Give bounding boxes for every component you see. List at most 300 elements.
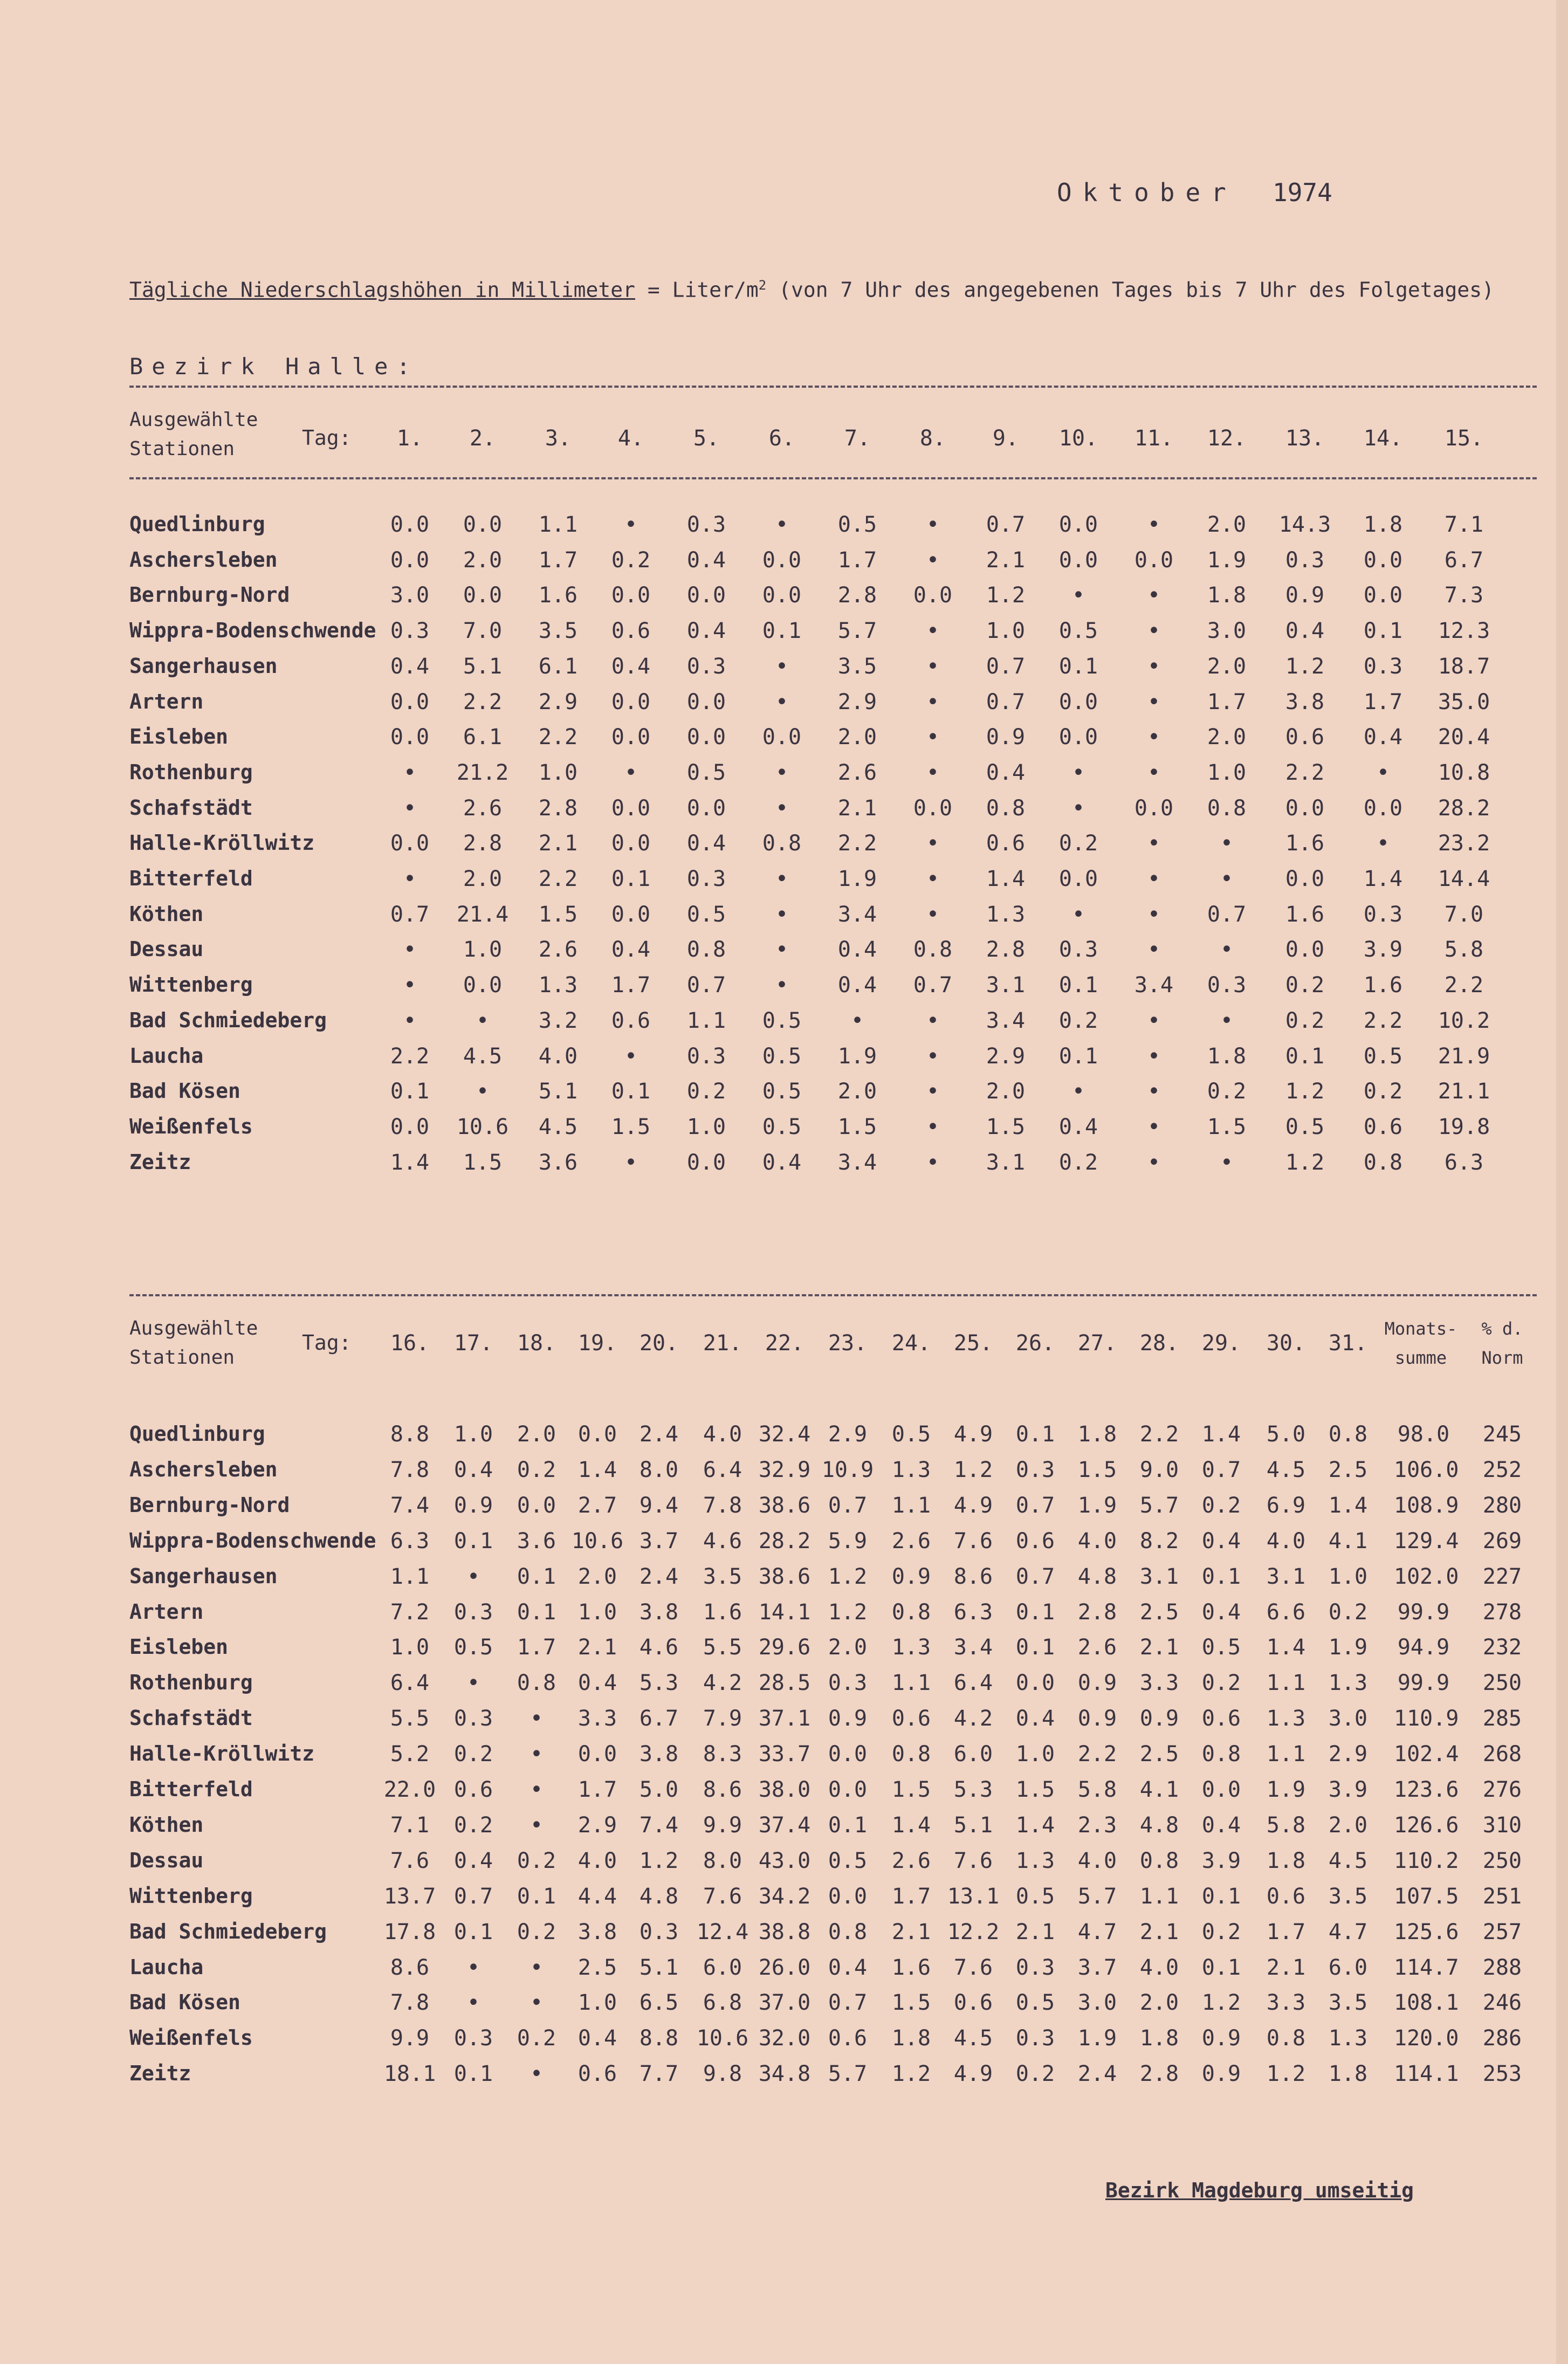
precip-value: • [403,937,417,962]
precip-value: 0.0 [611,583,651,608]
precip-value: 0.7 [1015,1564,1055,1589]
precip-value: 4.7 [1077,1920,1117,1944]
precip-value: 2.1 [1139,1635,1179,1660]
norm-percent-value: 278 [1482,1600,1522,1625]
day-header: 25. [953,1331,993,1356]
precip-value: 8.0 [639,1458,679,1482]
precip-value: • [466,1955,480,1980]
precip-value: 3.7 [1077,1955,1117,1980]
precip-value: 0.0 [1363,796,1403,821]
precip-value: 0.2 [611,548,651,573]
precip-value: 0.7 [453,1884,493,1909]
precip-value: • [1071,902,1085,927]
precip-value: 0.9 [453,1493,493,1518]
station-name: Eisleben [129,1635,229,1659]
precip-value: 0.4 [686,831,726,856]
precip-value: 4.9 [953,1422,993,1447]
day-header: 29. [1201,1331,1241,1356]
precip-value: 2.0 [828,1635,868,1660]
precip-value: 0.0 [1285,937,1325,962]
precip-value: 1.9 [837,1044,877,1069]
divider-header1 [129,477,1537,479]
precip-value: 14.4 [1438,867,1490,891]
precip-value: 1.2 [828,1600,868,1625]
precip-value: 3.8 [639,1600,679,1625]
precip-value: 5.7 [828,2061,868,2086]
precip-value: 0.0 [611,902,651,927]
norm-percent-value: 252 [1482,1458,1522,1482]
precip-value: 4.6 [639,1635,679,1660]
monthly-sum-value: 99.9 [1397,1671,1450,1695]
precip-value: 6.1 [463,725,503,750]
day-header: 18. [517,1331,556,1356]
precip-value: 9.0 [1139,1458,1179,1482]
precip-value: 7.8 [703,1493,742,1518]
precip-value: • [926,760,940,785]
precip-value: 0.2 [1201,1671,1241,1695]
norm-percent-value: 245 [1482,1422,1522,1447]
precip-value: 2.6 [463,796,503,821]
precip-value: • [775,937,789,962]
precip-value: 1.0 [577,1600,617,1625]
precip-value: 0.1 [611,867,651,891]
precip-value: 1.7 [1363,690,1403,714]
precip-value: • [1376,831,1390,856]
precip-value: 1.3 [1266,1706,1306,1731]
precip-value: 0.2 [1363,1079,1403,1104]
precip-value: 1.7 [538,548,578,573]
precip-value: 28.2 [1438,796,1490,821]
precip-value: • [850,1008,864,1033]
precip-value: 0.2 [453,1813,493,1838]
precip-value: 2.1 [1015,1920,1055,1944]
precip-value: 32.9 [758,1458,811,1482]
precip-value: 5.0 [639,1777,679,1802]
precip-value: 0.2 [1201,1920,1241,1944]
precip-value: 0.0 [1134,548,1174,573]
precip-value: • [926,902,940,927]
precip-value: 3.4 [986,1008,1026,1033]
precip-value: 3.4 [1134,973,1174,998]
precip-value: 0.4 [1285,619,1325,643]
norm-percent-value: 310 [1482,1813,1522,1838]
precip-value: 1.0 [1015,1742,1055,1767]
precip-value: 2.8 [986,937,1026,962]
precip-value: • [1220,937,1234,962]
precip-value: 0.0 [577,1422,617,1447]
precip-value: 0.1 [1058,973,1098,998]
precip-value: 0.1 [517,1564,556,1589]
precip-value: 1.0 [686,1115,726,1139]
precip-value: 2.1 [577,1635,617,1660]
precip-value: • [1147,1044,1161,1069]
precip-value: • [926,1150,940,1175]
station-header-line1: Ausgewählte [129,409,258,431]
precip-value: 0.4 [1015,1706,1055,1731]
station-header-line2: Stationen [129,1346,235,1369]
precip-value: • [1071,583,1085,608]
precip-value: 8.6 [953,1564,993,1589]
precip-value: 8.2 [1139,1529,1179,1554]
station-name: Bitterfeld [129,867,253,890]
precip-value: 1.8 [1077,1422,1117,1447]
precip-value: 0.0 [828,1742,868,1767]
precip-value: 1.2 [1285,1079,1325,1104]
norm-percent-value: 276 [1482,1777,1522,1802]
day-header: 21. [703,1331,742,1356]
month-heading: Oktober [1057,178,1237,207]
precip-value: 1.3 [538,973,578,998]
precip-value: 0.3 [686,512,726,537]
precip-value: 0.0 [611,831,651,856]
precip-value: 2.8 [538,796,578,821]
precip-value: 1.2 [1201,1990,1241,2015]
precip-value: 0.3 [1058,937,1098,962]
precip-value: 4.8 [639,1884,679,1909]
precip-value: 6.4 [703,1458,742,1482]
precip-value: 38.6 [758,1493,811,1518]
precip-value: 0.0 [463,512,503,537]
station-name: Bernburg-Nord [129,1493,290,1517]
precip-value: 21.9 [1438,1044,1490,1069]
precip-value: • [403,973,417,998]
precip-value: • [1147,902,1161,927]
precip-value: 0.3 [453,2026,493,2051]
precip-value: 7.4 [390,1493,430,1518]
precip-value: 6.6 [1266,1600,1306,1625]
precip-value: 3.9 [1328,1777,1368,1802]
station-name: Eisleben [129,725,229,748]
precip-value: 1.4 [1266,1635,1306,1660]
norm-percent-value: 280 [1482,1493,1522,1518]
precip-value: 0.2 [517,1848,556,1873]
station-name: Bad Schmiedeberg [129,1008,327,1032]
precip-value: 1.2 [1285,1150,1325,1175]
precip-value: 8.0 [703,1848,742,1873]
precip-value: • [529,1706,544,1731]
day-header: 11. [1134,426,1174,451]
precip-value: 0.0 [762,583,802,608]
precip-value: 1.8 [1266,1848,1306,1873]
precip-value: 1.3 [891,1458,931,1482]
day-header: 22. [765,1331,804,1356]
precip-value: 13.7 [383,1884,436,1909]
precip-value: 1.5 [837,1115,877,1139]
station-header-line1: Ausgewählte [129,1317,258,1339]
precip-value: 7.0 [1444,902,1484,927]
precip-value: 38.8 [758,1920,811,1944]
precip-value: 0.4 [611,654,651,679]
precip-value: 1.4 [986,867,1026,891]
precip-value: 6.9 [1266,1493,1306,1518]
precip-value: 6.4 [953,1671,993,1695]
precip-value: 0.4 [453,1848,493,1873]
precip-value: 0.6 [577,2061,617,2086]
precip-value: 4.0 [1077,1848,1117,1873]
precip-value: 0.4 [837,973,877,998]
precip-value: 0.1 [453,1920,493,1944]
precip-value: 1.2 [639,1848,679,1873]
station-name: Laucha [129,1044,204,1068]
precip-value: 2.2 [1363,1008,1403,1033]
precip-value: 4.1 [1139,1777,1179,1802]
precip-value: 0.7 [986,654,1026,679]
station-name: Weißenfels [129,2026,253,2050]
precip-value: 1.0 [538,760,578,785]
precip-value: 0.3 [639,1920,679,1944]
precip-value: 5.3 [953,1777,993,1802]
precip-value: 0.1 [1015,1422,1055,1447]
station-name: Artern [129,690,204,713]
precip-value: 26.0 [758,1955,811,1980]
table1-station-header [129,406,258,464]
precip-value: 0.7 [1201,1458,1241,1482]
day-header: 30. [1266,1331,1306,1356]
precip-value: 0.0 [1134,796,1174,821]
station-name: Dessau [129,1848,204,1872]
precip-value: 1.2 [953,1458,993,1482]
precip-value: 2.9 [837,690,877,714]
station-name: Bernburg-Nord [129,583,290,607]
precip-value: 38.0 [758,1777,811,1802]
precip-value: 1.9 [1328,1635,1368,1660]
monthly-sum-value: 114.7 [1394,1955,1459,1980]
precip-value: • [466,1990,480,2015]
station-name: Sangerhausen [129,1564,278,1588]
precip-value: 0.0 [611,725,651,750]
precip-value: 1.9 [1077,1493,1117,1518]
precip-value: 0.4 [828,1955,868,1980]
precip-value: 8.6 [390,1955,430,1980]
precip-value: 12.2 [947,1920,1000,1944]
precip-value: 0.0 [1058,867,1098,891]
day-header: 26. [1015,1331,1055,1356]
precip-value: 2.2 [538,725,578,750]
precip-value: 0.8 [828,1920,868,1944]
precip-value: 1.3 [1015,1848,1055,1873]
precip-value: 0.1 [828,1813,868,1838]
precip-value: • [529,1990,544,2015]
precip-value: 0.4 [577,1671,617,1695]
precip-value: 0.5 [686,760,726,785]
precip-value: 0.7 [390,902,430,927]
precip-value: 1.9 [1207,548,1247,573]
precip-value: 0.0 [517,1493,556,1518]
precip-value: 1.3 [1328,1671,1368,1695]
precip-value: 10.9 [821,1458,874,1482]
precip-value: • [1071,796,1085,821]
precip-value: 1.1 [891,1671,931,1695]
precip-value: 0.6 [453,1777,493,1802]
precip-value: 7.8 [390,1990,430,2015]
precip-value: 0.5 [1201,1635,1241,1660]
precip-value: • [1147,583,1161,608]
precip-value: 3.0 [390,583,430,608]
precip-value: 2.6 [891,1848,931,1873]
precip-value: 1.5 [463,1150,503,1175]
station-name: Rothenburg [129,1671,253,1694]
station-name: Dessau [129,937,204,961]
precip-value: 0.5 [828,1848,868,1873]
precip-value: 6.7 [1444,548,1484,573]
precip-value: 17.8 [383,1920,436,1944]
precip-value: • [926,619,940,643]
precip-value: 2.9 [1328,1742,1368,1767]
precip-value: 1.5 [891,1777,931,1802]
precip-value: 3.8 [577,1920,617,1944]
norm-percent-header-line1: % d. [1481,1318,1523,1339]
precip-value: 5.7 [837,619,877,643]
precip-value: 2.2 [837,831,877,856]
station-name: Wittenberg [129,973,253,997]
monthly-sum-value: 102.4 [1394,1742,1459,1767]
precip-value: 5.0 [1266,1422,1306,1447]
table2-station-header [129,1314,258,1372]
precip-value: 1.2 [828,1564,868,1589]
precip-value: 0.8 [891,1742,931,1767]
precip-value: 1.2 [1266,2061,1306,2086]
precip-value: 6.0 [703,1955,742,1980]
precip-value: 0.2 [1285,1008,1325,1033]
day-header: 3. [545,426,572,451]
precip-value: 3.9 [1201,1848,1241,1873]
precip-value: 2.0 [1207,512,1247,537]
precip-value: 0.5 [1015,1884,1055,1909]
precip-value: 3.5 [1328,1990,1368,2015]
precip-value: 2.9 [538,690,578,714]
precip-value: 8.6 [703,1777,742,1802]
precip-value: 1.1 [686,1008,726,1033]
precip-value: 8.8 [390,1422,430,1447]
precip-value: 0.0 [828,1884,868,1909]
station-name: Aschersleben [129,548,278,572]
precip-value: 3.7 [639,1529,679,1554]
precip-value: • [529,1777,544,1802]
precip-value: 1.0 [986,619,1026,643]
precip-value: 0.2 [517,1458,556,1482]
precip-value: 7.2 [390,1600,430,1625]
day-header: 14. [1363,426,1403,451]
precip-value: 2.0 [837,725,877,750]
day-header: 17. [453,1331,493,1356]
day-header: 28. [1139,1331,1179,1356]
day-header: 10. [1058,426,1098,451]
precip-value: 0.6 [986,831,1026,856]
precip-value: 1.1 [390,1564,430,1589]
precip-value: 0.3 [1363,654,1403,679]
precip-value: 6.3 [1444,1150,1484,1175]
precip-value: 0.1 [1058,1044,1098,1069]
station-name: Wippra-Bodenschwende [129,1529,376,1552]
precip-value: 0.8 [517,1671,556,1695]
precip-value: 0.3 [453,1600,493,1625]
precip-value: 0.0 [463,583,503,608]
precip-value: 1.1 [538,512,578,537]
precip-value: 3.3 [1266,1990,1306,2015]
precip-value: 1.5 [1015,1777,1055,1802]
day-header: 6. [768,426,795,451]
precip-value: 21.1 [1438,1079,1490,1104]
precip-value: • [1147,760,1161,785]
precip-value: 1.5 [986,1115,1026,1139]
station-name: Schafstädt [129,796,253,820]
precip-value: 9.9 [390,2026,430,2051]
precip-value: 18.7 [1438,654,1490,679]
precip-value: 4.0 [538,1044,578,1069]
precip-value: 0.0 [762,725,802,750]
title-unit: = Liter/m [635,278,759,302]
precip-value: 4.7 [1328,1920,1368,1944]
precip-value: 0.2 [1328,1600,1368,1625]
precip-value: 1.9 [1077,2026,1117,2051]
precip-value: 3.0 [1077,1990,1117,2015]
station-name: Artern [129,1600,204,1624]
precip-value: • [529,1955,544,1980]
precip-value: 3.1 [986,973,1026,998]
precip-value: 2.1 [837,796,877,821]
precip-value: 0.2 [1058,1150,1098,1175]
precip-value: 0.0 [390,725,430,750]
precip-value: 0.9 [1201,2026,1241,2051]
precip-value: • [1147,937,1161,962]
precip-value: 2.4 [1077,2061,1117,2086]
precip-value: 0.0 [1058,548,1098,573]
day-header: 15. [1444,426,1484,451]
precip-value: 20.4 [1438,725,1490,750]
precip-value: 0.8 [686,937,726,962]
precip-value: 5.7 [1139,1493,1179,1518]
precip-value: • [926,512,940,537]
precip-value: 0.5 [686,902,726,927]
station-name: Quedlinburg [129,1422,265,1446]
precip-value: 14.1 [758,1600,811,1625]
precip-value: 4.2 [953,1706,993,1731]
precip-value: 0.0 [390,1115,430,1139]
precip-value: 0.0 [913,583,953,608]
precip-value: 1.4 [1328,1493,1368,1518]
district-heading: Bezirk Halle: [129,353,419,380]
precip-value: 0.4 [390,654,430,679]
precip-value: 3.3 [1139,1671,1179,1695]
precip-value: 0.8 [1266,2026,1306,2051]
monthly-sum-header-line1: Monats- [1384,1318,1457,1339]
precip-value: 0.6 [1363,1115,1403,1139]
precip-value: 2.2 [463,690,503,714]
precip-value: 2.0 [986,1079,1026,1104]
precip-value: 1.7 [1266,1920,1306,1944]
precip-value: 0.2 [1058,831,1098,856]
precip-value: 0.1 [1201,1884,1241,1909]
precip-value: 2.0 [1328,1813,1368,1838]
precip-value: 6.8 [703,1990,742,2015]
precip-value: 7.6 [390,1848,430,1873]
monthly-sum-value: 94.9 [1397,1635,1450,1660]
norm-percent-value: 250 [1482,1848,1522,1873]
precip-value: • [466,1564,480,1589]
day-header: 12. [1207,426,1247,451]
precip-value: 4.5 [1266,1458,1306,1482]
norm-percent-value: 288 [1482,1955,1522,1980]
precip-value: 0.6 [1266,1884,1306,1909]
precip-value: 4.4 [577,1884,617,1909]
day-header: 16. [390,1331,430,1356]
precip-value: 1.4 [1015,1813,1055,1838]
precip-value: 0.5 [1363,1044,1403,1069]
precip-value: 6.3 [953,1600,993,1625]
precip-value: 0.0 [390,548,430,573]
precip-value: • [403,760,417,785]
precip-value: 0.4 [986,760,1026,785]
